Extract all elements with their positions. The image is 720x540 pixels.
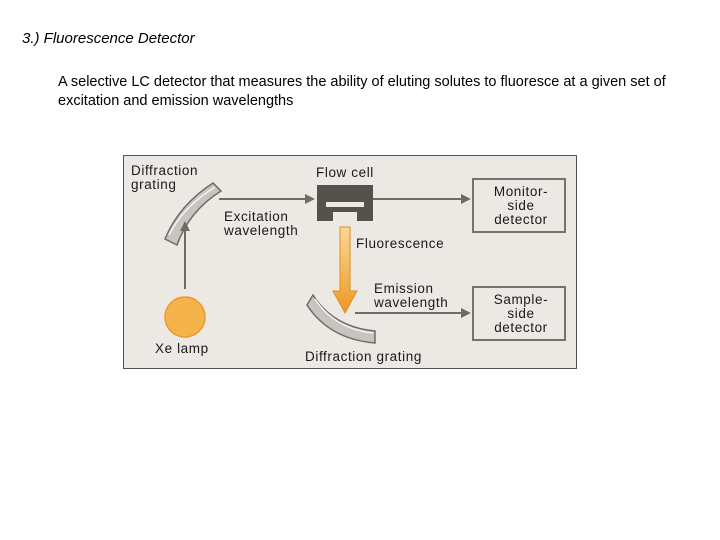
label-diffraction-grating-top-1: Diffraction xyxy=(131,163,199,178)
flow-cell-slot xyxy=(326,202,364,207)
label-monitor-3: detector xyxy=(494,212,548,227)
label-monitor-2: side xyxy=(507,198,535,213)
fluorescence-detector-diagram xyxy=(123,155,577,369)
label-emission-1: Emission xyxy=(374,281,434,296)
label-excitation-1: Excitation xyxy=(224,209,289,224)
label-monitor-1: Monitor- xyxy=(493,184,549,199)
label-xe-lamp: Xe lamp xyxy=(155,341,209,356)
label-diffraction-grating-bottom: Diffraction grating xyxy=(305,349,422,364)
xe-lamp xyxy=(165,297,205,337)
slide-body-text: A selective LC detector that measures the ability of eluting solutes to fluoresce at a given set of excitation and emission wavelengths xyxy=(58,74,666,109)
label-sample-1: Sample- xyxy=(493,292,549,307)
slide-title: 3.) Fluorescence Detector xyxy=(22,30,195,47)
label-fluorescence: Fluorescence xyxy=(356,236,445,251)
label-flow-cell: Flow cell xyxy=(316,165,374,180)
label-sample-3: detector xyxy=(494,320,548,335)
label-diffraction-grating-top-2: grating xyxy=(131,177,177,192)
label-excitation-2: wavelength xyxy=(224,223,299,238)
label-sample-2: side xyxy=(507,306,535,321)
label-emission-2: wavelength xyxy=(374,295,449,310)
